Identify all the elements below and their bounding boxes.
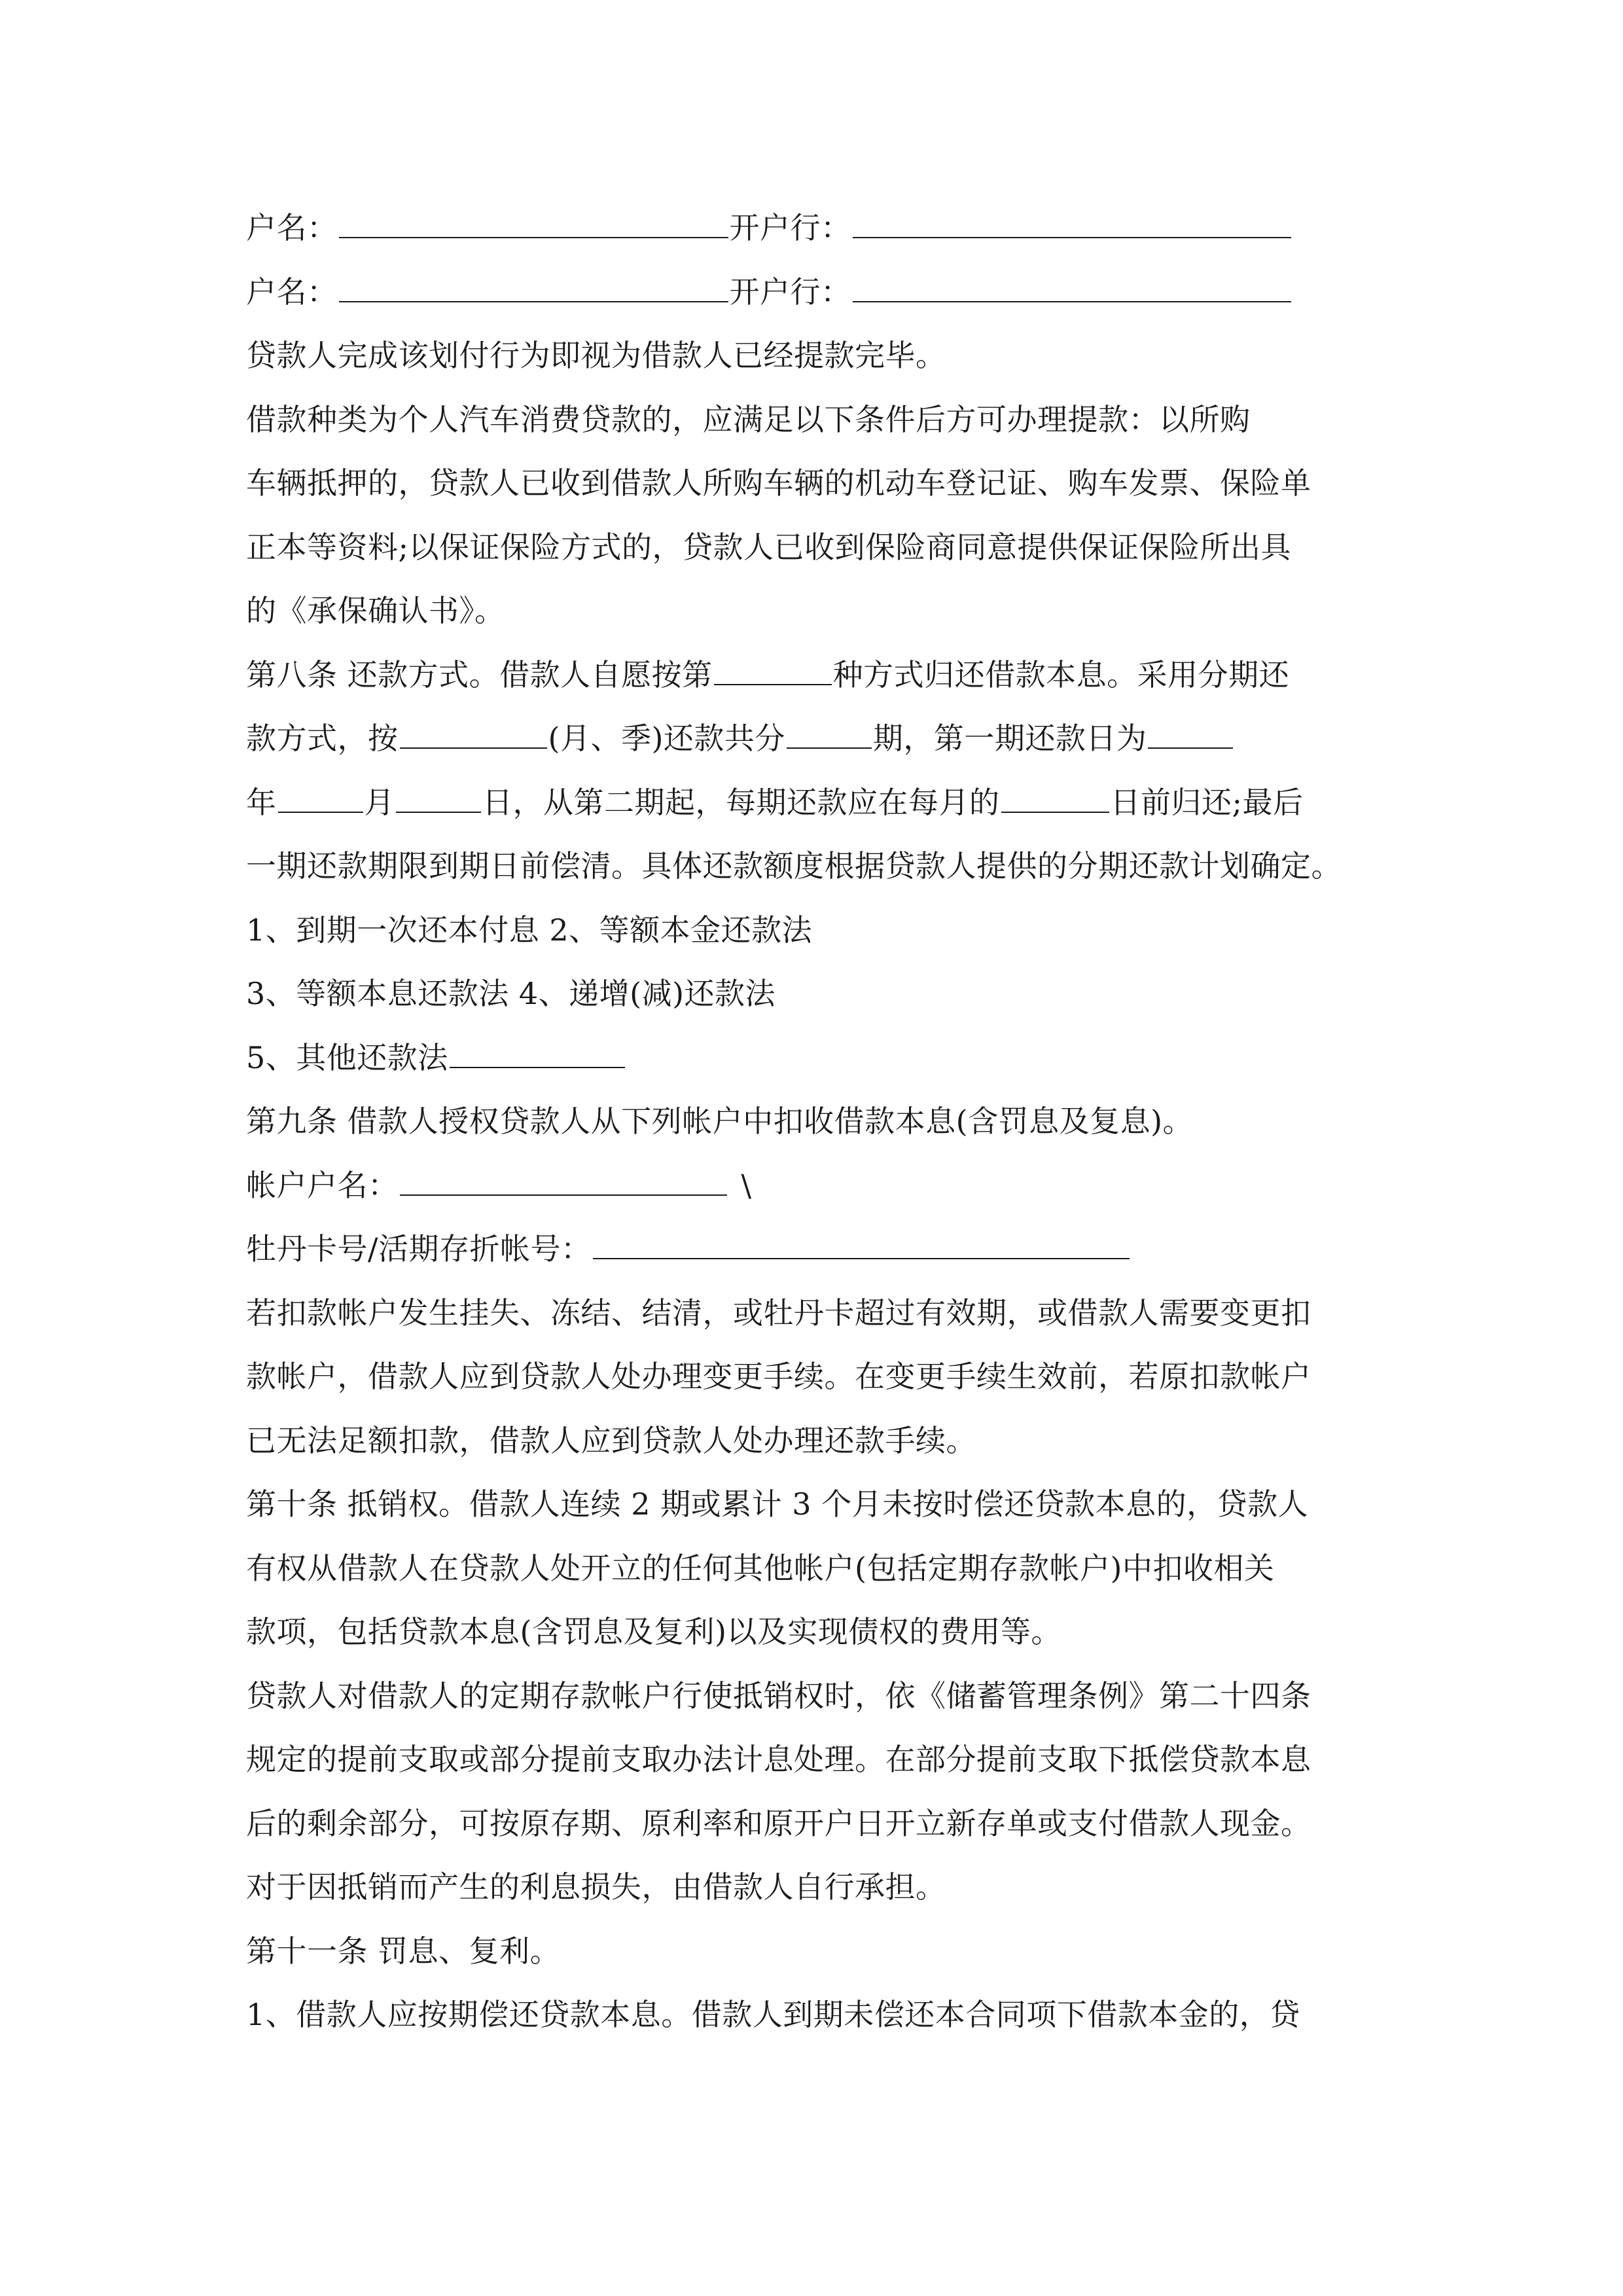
bank-blank[interactable] — [853, 212, 1291, 238]
text-segment: 月 — [364, 784, 395, 820]
paragraph-line: 1、借款人应按期偿还贷款本息。借款人到期未偿还本合同项下借款本金的，贷 — [246, 1997, 1300, 2032]
text-segment: 期，第一期还款日为 — [872, 721, 1147, 756]
article-9-line: 第九条 借款人授权贷款人从下列帐户中扣收借款本息(含罚息及复息)。 — [246, 1103, 1194, 1139]
debit-account-name-blank[interactable] — [400, 1170, 727, 1196]
paragraph-line: 车辆抵押的，贷款人已收到借款人所购车辆的机动车登记证、购车发票、保险单 — [246, 465, 1311, 501]
paragraph-line: 借款种类为个人汽车消费贷款的，应满足以下条件后方可办理提款：以所购 — [246, 401, 1251, 437]
account-name-blank[interactable] — [339, 276, 728, 302]
paragraph-line: 已无法足额扣款，借款人应到贷款人处办理还款手续。 — [246, 1422, 976, 1458]
method-option-line — [246, 1026, 1398, 1090]
first-repayment-year-blank[interactable] — [1148, 723, 1233, 749]
other-method-blank[interactable] — [450, 1042, 625, 1068]
paragraph-line: 正本等资料;以保证保险方式的，贷款人已收到保险商同意提供保证保险所出具 — [246, 529, 1291, 565]
paragraph-line: 的《承保确认书》。 — [246, 593, 505, 628]
article-8-text: 第八条 还款方式。借款人自愿按第 — [246, 656, 713, 692]
debit-account-name-label: 帐户户名： — [246, 1167, 399, 1203]
paragraph-line: 若扣款帐户发生挂失、冻结、结清，或牡丹卡超过有效期，或借款人需要变更扣 — [246, 1295, 1311, 1331]
article-10-line: 第十条 抵销权。借款人连续 2 期或累计 3 个月未按时偿还贷款本息的，贷款人 — [246, 1486, 1309, 1522]
text-segment: 款方式，按 — [246, 721, 399, 756]
paragraph-line: 对于因抵销而产生的利息损失，由借款人自行承担。 — [246, 1869, 946, 1905]
article-8-line — [246, 643, 1398, 708]
bank-label: 开户行： — [729, 274, 851, 310]
paragraph-line: 规定的提前支取或部分提前支取办法计息处理。在部分提前支取下抵偿贷款本息 — [246, 1742, 1311, 1777]
month-blank[interactable] — [396, 787, 481, 813]
card-number-label: 牡丹卡号/活期存折帐号： — [246, 1231, 592, 1266]
paragraph-line: 贷款人对借款人的定期存款帐户行使抵销权时，依《储蓄管理条例》第二十四条 — [246, 1677, 1311, 1713]
card-number-blank[interactable] — [593, 1233, 1130, 1259]
repayment-date-line — [246, 771, 1398, 835]
repayment-schedule-line — [246, 707, 1398, 771]
account-name-label: 户名： — [246, 274, 338, 310]
paragraph-line: 款项，包括贷款本息(含罚息及复利)以及实现债权的费用等。 — [246, 1614, 1061, 1649]
text-segment: (月、季)还款共分 — [548, 721, 785, 756]
method-option-line: 3、等额本息还款法 4、递增(减)还款法 — [246, 976, 776, 1011]
bank-blank[interactable] — [853, 276, 1291, 302]
debit-account-name-line — [246, 1154, 1398, 1218]
card-number-line — [246, 1217, 1398, 1282]
account-name-line-1 — [246, 196, 1398, 260]
year-blank[interactable] — [278, 787, 363, 813]
period-count-blank[interactable] — [787, 723, 872, 749]
paragraph-line: 后的剩余部分，可按原存期、原利率和原开户日开立新存单或支付借款人现金。 — [246, 1805, 1311, 1841]
paragraph-line: 一期还款期限到期日前偿清。具体还款额度根据贷款人提供的分期还款计划确定。 — [246, 848, 1342, 884]
document-body — [246, 196, 1398, 2047]
text-segment: 日前归还;最后 — [1110, 784, 1304, 820]
account-name-label: 户名： — [246, 210, 338, 245]
article-8-text-cont: 种方式归还借款本息。采用分期还 — [832, 656, 1290, 692]
text-segment: 年 — [246, 784, 277, 820]
text-segment: 日，从第二期起，每期还款应在每月的 — [482, 784, 1000, 820]
method-option-line: 1、到期一次还本付息 2、等额本金还款法 — [246, 912, 813, 948]
paragraph-line: 贷款人完成该划付行为即视为借款人已经提款完毕。 — [246, 338, 946, 373]
paragraph-line: 款帐户，借款人应到贷款人处办理变更手续。在变更手续生效前，若原扣款帐户 — [246, 1359, 1311, 1394]
article-11-line: 第十一条 罚息、复利。 — [246, 1933, 561, 1969]
monthly-day-blank[interactable] — [1001, 787, 1109, 813]
account-name-line-2 — [246, 260, 1398, 325]
bank-label: 开户行： — [729, 210, 851, 245]
repayment-method-blank[interactable] — [714, 659, 832, 685]
backslash-mark: \ — [741, 1167, 752, 1203]
paragraph-line: 有权从借款人在贷款人处开立的任何其他帐户(包括定期存款帐户)中扣收相关 — [246, 1550, 1275, 1586]
account-name-blank[interactable] — [339, 212, 728, 238]
other-method-label: 5、其他还款法 — [246, 1039, 448, 1075]
repayment-cycle-blank[interactable] — [400, 723, 547, 749]
